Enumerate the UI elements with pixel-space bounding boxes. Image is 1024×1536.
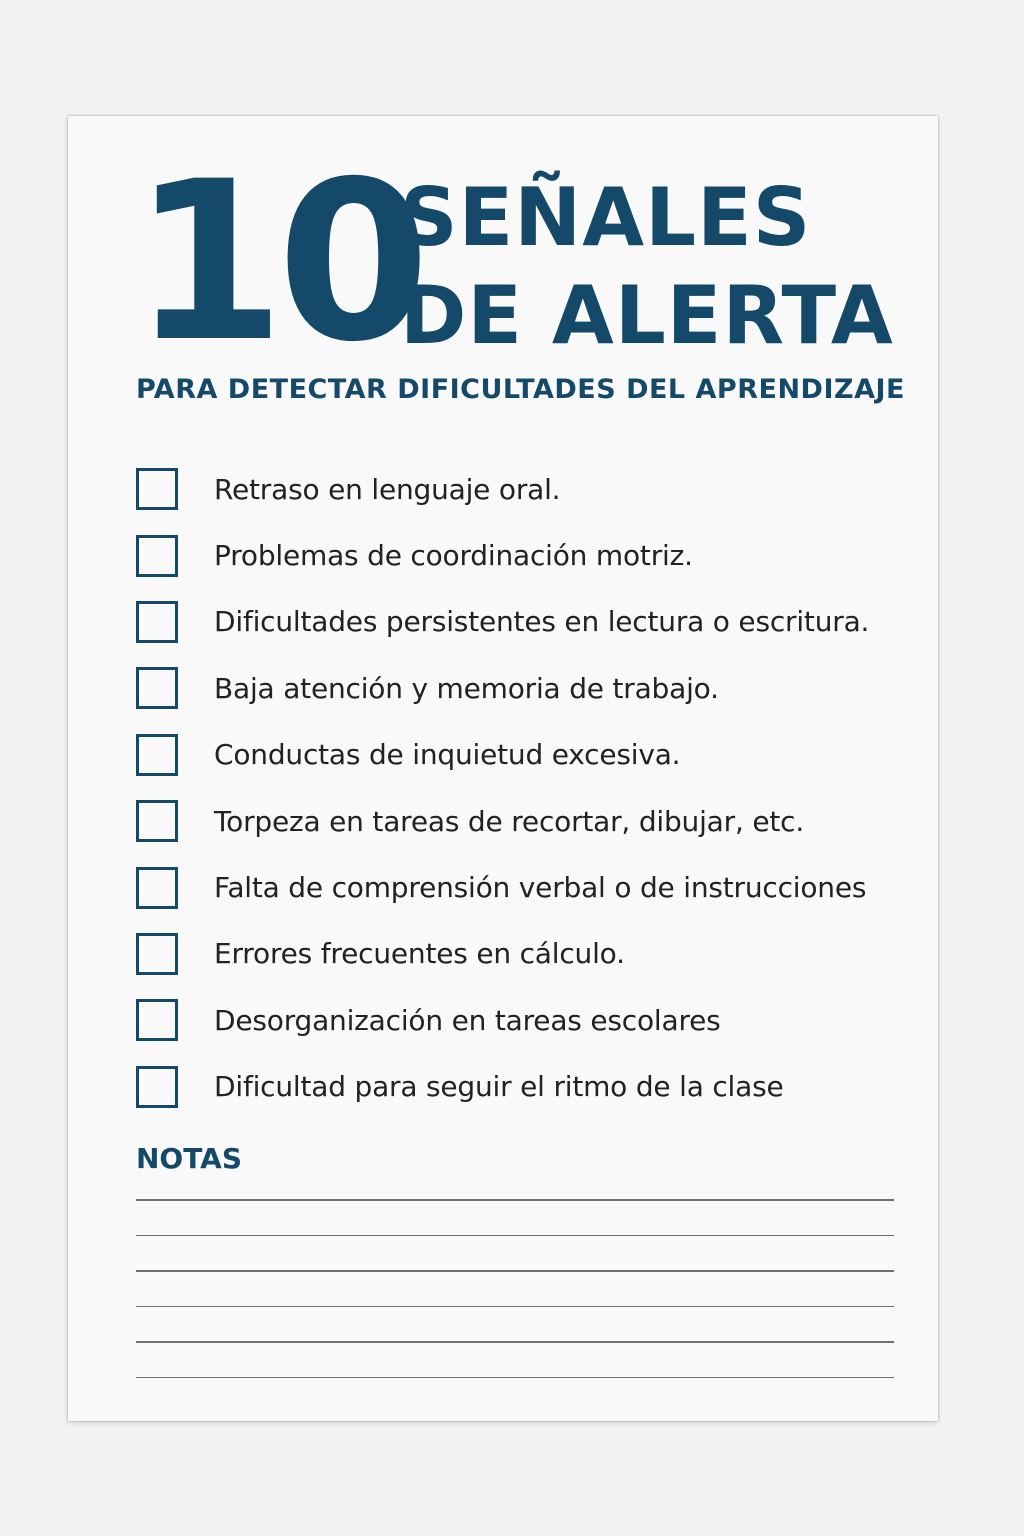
checklist-item bbox=[136, 722, 869, 788]
checklist-item bbox=[136, 987, 869, 1053]
title-number: 10 bbox=[132, 134, 423, 390]
checklist-item-label: Conductas de inquietud excesiva. bbox=[214, 738, 681, 772]
checklist-item bbox=[136, 921, 869, 987]
notes-heading: NOTAS bbox=[136, 1142, 242, 1175]
note-line bbox=[136, 1377, 894, 1379]
checklist-item bbox=[136, 655, 869, 721]
checklist-item-label: Baja atención y memoria de trabajo. bbox=[214, 671, 719, 705]
checkbox[interactable] bbox=[136, 667, 178, 709]
note-line bbox=[136, 1306, 894, 1308]
note-line bbox=[136, 1199, 894, 1201]
checklist-item bbox=[136, 589, 869, 655]
checkbox[interactable] bbox=[136, 999, 178, 1041]
subtitle: PARA DETECTAR DIFICULTADES DEL APRENDIZAJE bbox=[136, 374, 905, 405]
note-line bbox=[136, 1341, 894, 1343]
checkbox[interactable] bbox=[136, 734, 178, 776]
title-line-1: SEÑALES bbox=[400, 171, 812, 264]
title-line-2: DE ALERTA bbox=[400, 269, 894, 362]
note-line bbox=[136, 1235, 894, 1237]
checkbox[interactable] bbox=[136, 601, 178, 643]
note-line bbox=[136, 1270, 894, 1272]
checkbox[interactable] bbox=[136, 468, 178, 510]
checklist-item-label: Dificultad para seguir el ritmo de la clase bbox=[214, 1070, 784, 1104]
checklist-item-label: Torpeza en tareas de recortar, dibujar, etc. bbox=[214, 804, 805, 838]
checklist-item-label: Errores frecuentes en cálculo. bbox=[214, 937, 625, 971]
checklist-item bbox=[136, 854, 869, 920]
checklist-item bbox=[136, 788, 869, 854]
checklist-item-label: Desorganización en tareas escolares bbox=[214, 1003, 721, 1037]
checkbox[interactable] bbox=[136, 867, 178, 909]
checkbox[interactable] bbox=[136, 1066, 178, 1108]
warning-signs-checklist bbox=[136, 456, 869, 1120]
checklist-sheet bbox=[68, 116, 938, 1421]
notes-area[interactable] bbox=[136, 1199, 894, 1412]
checkbox[interactable] bbox=[136, 933, 178, 975]
checkbox[interactable] bbox=[136, 800, 178, 842]
checklist-item bbox=[136, 1054, 869, 1120]
checklist-item-label: Retraso en lenguaje oral. bbox=[214, 472, 561, 506]
checklist-item-label: Problemas de coordinación motriz. bbox=[214, 539, 693, 573]
checklist-item bbox=[136, 456, 869, 522]
checklist-item-label: Dificultades persistentes en lectura o escritura. bbox=[214, 605, 870, 639]
checkbox[interactable] bbox=[136, 535, 178, 577]
checklist-item bbox=[136, 522, 869, 588]
checklist-item-label: Falta de comprensión verbal o de instrucciones bbox=[214, 871, 867, 905]
